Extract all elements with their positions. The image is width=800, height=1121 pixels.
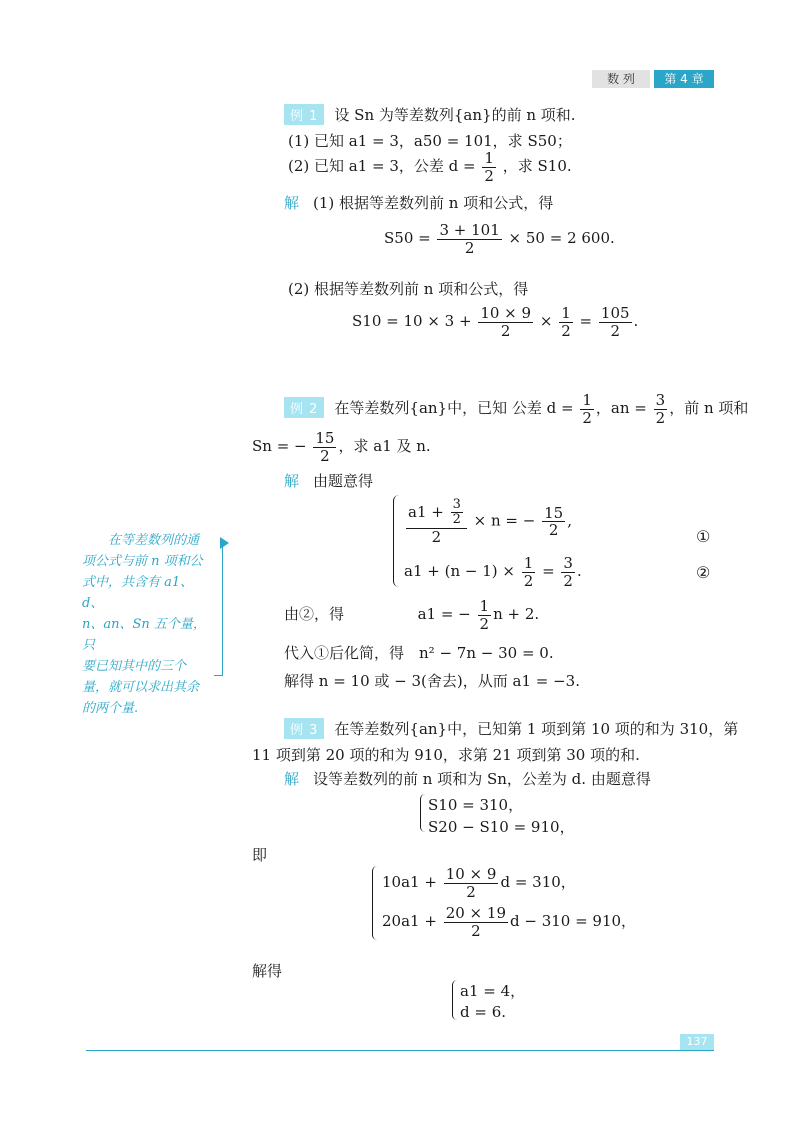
ex2-mark-2: ② <box>696 563 711 582</box>
ex2-brace <box>393 495 400 587</box>
ex3-tag: 例 3 <box>284 718 324 739</box>
ex2-from-2: 由②，得 a1 = − $\frac{1}{2}$ n + 2. <box>284 597 540 633</box>
ex2-tag: 例 2 <box>284 397 324 418</box>
note-arrow-icon <box>220 537 229 549</box>
note-line: 的两个量. <box>82 701 139 716</box>
header-chapter: 第 4 章 <box>654 70 714 88</box>
ex3-system1-b: S20 − S10 = 910， <box>428 818 575 836</box>
ex3-statement-1: 例 3 在等差数列{an}中，已知第 1 项到第 10 项的和为 310，第 <box>284 718 738 739</box>
ex3-brace-1 <box>420 794 426 832</box>
ex1-d-fraction: $\frac{1}{2}$ <box>484 149 494 185</box>
ex3-system2-b: 20a1 + $\frac{20 \times 19}{2}$ d − 310 = 910， <box>382 904 637 940</box>
ex1-solution-1: 解 (1) 根据等差数列前 n 项和公式，得 <box>284 194 554 212</box>
ex3-brace-2 <box>372 866 378 940</box>
ex1-intro: 例 1 设 Sn 为等差数列{an}的前 n 项和. <box>284 104 576 125</box>
ex3-jiede: 解得 <box>252 962 283 980</box>
ex2-sol-label: 解 <box>284 472 300 490</box>
ex3-solution: 解 设等差数列的前 n 项和为 Sn，公差为 d. 由题意得 <box>284 770 651 788</box>
ex1-part2: (2) 已知 a1 = 3，公差 d = $\frac{1}{2}$ ，求 S10. <box>288 149 572 185</box>
side-note <box>82 530 214 719</box>
note-line: 量，就可以求出其余 <box>82 680 200 695</box>
ex2-equation-2: a1 + (n − 1) × $\frac{1}{2}$ = $\frac{3}{2}$ . <box>404 554 582 590</box>
ex2-substitute: 代入①后化简，得 n² − 7n − 30 = 0. <box>284 644 554 662</box>
note-line: 在等差数列的通 <box>108 533 200 548</box>
ex3-system3-a: a1 = 4， <box>460 982 526 1000</box>
ex1-tag: 例 1 <box>284 104 324 125</box>
ex2-mark-1: ① <box>696 527 711 546</box>
ex1-part1: (1) 已知 a1 = 3，a50 = 101，求 S50； <box>288 132 572 150</box>
ex2-equation-1: a1 + $\frac{3}{2}$ 2 × n = − $\frac{15}{2}$ , <box>408 497 572 546</box>
note-line: 项公式与前 n 项和公 <box>82 554 203 569</box>
note-line: n、an、Sn 五个量，只 <box>82 617 206 653</box>
ex1-sol-label: 解 <box>284 194 300 212</box>
ex3-statement-2: 11 项到第 20 项的和为 910，求第 21 项到第 30 项的和. <box>252 746 640 764</box>
header-section: 数 列 <box>592 70 650 88</box>
ex3-sol-label: 解 <box>284 770 300 788</box>
footer-rule <box>86 1050 714 1051</box>
ex3-ji: 即 <box>252 846 268 864</box>
ex1-formula-2: S10 = 10 × 3 + $\frac{10 \times 9}{2}$ × $\frac{1}{2}$ = $\frac{105}{2}$ . <box>352 304 639 340</box>
note-line: 要已知其中的三个 <box>82 659 187 674</box>
ex2-result: 解得 n = 10 或 − 3(舍去)，从而 a1 = −3. <box>284 672 580 690</box>
page-number: 137 <box>680 1034 714 1050</box>
ex3-system1-a: S10 = 310， <box>428 796 524 814</box>
header-bar <box>592 70 714 88</box>
ex1-formula-1: S50 = $\frac{3 + 101}{2}$ × 50 = 2 600. <box>384 221 615 257</box>
ex3-system3-b: d = 6. <box>460 1003 507 1021</box>
ex1-solution-2: (2) 根据等差数列前 n 项和公式，得 <box>288 280 529 298</box>
ex2-statement-1: 例 2 在等差数列{an}中，已知 公差 d = $\frac{1}{2}$ ，an = $\frac{3}{2}$ ，前 n 项和 <box>284 392 748 426</box>
ex3-system2-a: 10a1 + $\frac{10 \times 9}{2}$ d = 310， <box>382 865 576 901</box>
ex3-brace-3 <box>452 980 458 1020</box>
note-line: 式中，共含有 a1、d、 <box>82 575 194 611</box>
ex2-statement-2: Sn = − $\frac{15}{2}$ ，求 a1 及 n. <box>252 429 431 465</box>
note-bracket <box>214 543 223 676</box>
ex2-solution: 解 由题意得 <box>284 472 374 490</box>
